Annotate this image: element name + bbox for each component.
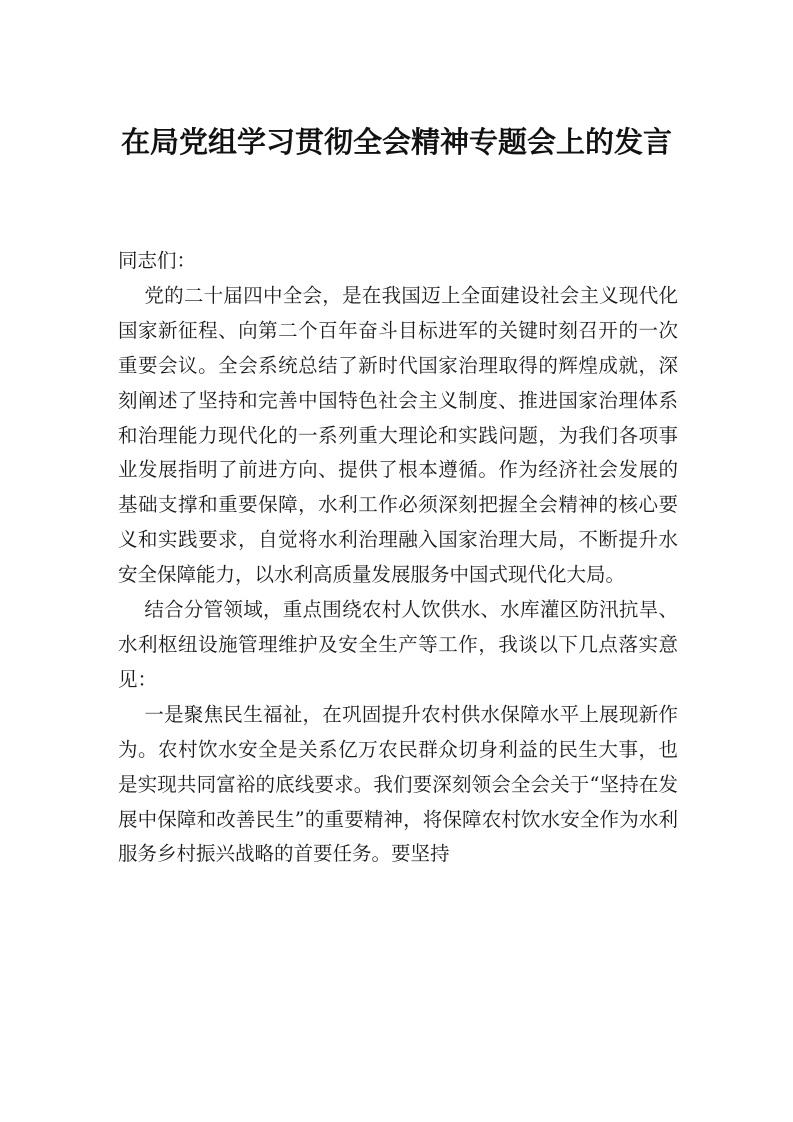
paragraph: 一是聚焦民生福祉，在巩固提升农村供水保障水平上展现新作为。农村饮水安全是关系亿万农民群众切身利益的民生大事，也是实现共同富裕的底线要求。我们要深刻领会全会关于“坚持在发展中保障和改善民生”的重要精神，将保障农村饮水安全作为水利服务乡村振兴战略的首要任务。要坚持 bbox=[118, 702, 678, 866]
document-title: 在局党组学习贯彻全会精神专题会上的发言 bbox=[120, 125, 672, 159]
paragraph: 党的二十届四中全会，是在我国迈上全面建设社会主义现代化国家新征程、向第二个百年奋斗目标进军的关键时刻召开的一次重要会议。全会系统总结了新时代国家治理取得的辉煌成就，深刻阐述了坚持和完善中国特色社会主义制度、推进国家治理体系和治理能力现代化的一系列重大理论和实践问题，为我们各项事业发展指明了前进方向、提供了根本遵循。作为经济社会发展的基础支撑和重要保障，水利工作必须深刻把握全会精神的核心要义和实践要求，自觉将水利治理融入国家治理大局，不断提升水安全保障能力，以水利高质量发展服务中国式现代化大局。 bbox=[118, 283, 678, 587]
document-body bbox=[118, 244, 678, 872]
salutation: 同志们： bbox=[118, 249, 197, 272]
paragraph: 结合分管领域，重点围绕农村人饮供水、水库灌区防汛抗旱、水利枢纽设施管理维护及安全生产等工作，我谈以下几点落实意见： bbox=[118, 598, 678, 691]
